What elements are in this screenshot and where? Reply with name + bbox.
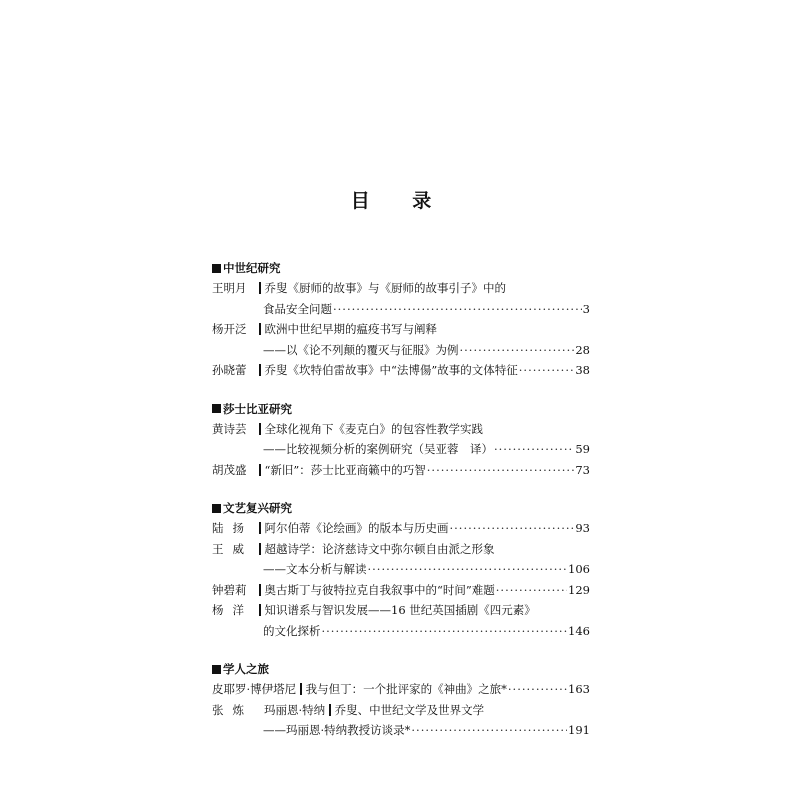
toc-entry[interactable]	[212, 539, 590, 560]
toc-entry-continuation[interactable]	[212, 720, 590, 741]
section-heading-text: 莎士比亚研究	[223, 401, 292, 416]
entry-coauthor: 玛丽恩·特纳	[264, 702, 326, 717]
entry-title-line2: 的文化探析	[263, 623, 321, 638]
entry-author: 王威	[212, 541, 253, 556]
section-heading	[212, 659, 590, 679]
section-heading	[212, 498, 590, 518]
entry-title: “新旧”：莎士比亚商籁中的巧智	[264, 462, 426, 477]
toc-entry[interactable]	[212, 600, 590, 621]
separator-bar	[329, 704, 331, 716]
page-title: 目 录	[350, 190, 450, 212]
entry-title-line2: ——比较视频分析的案例研究（吴亚蓉 译）	[263, 442, 493, 456]
square-bullet-icon	[212, 404, 221, 413]
leader-dots	[460, 340, 575, 361]
toc-entry[interactable]	[212, 460, 590, 481]
entry-title: 超越诗学：论济慈诗文中弥尔顿自由派之形象	[264, 541, 495, 556]
toc-entry[interactable]	[212, 319, 590, 340]
leader-dots	[427, 460, 575, 481]
entry-title-line2: 食品安全问题	[263, 301, 332, 316]
square-bullet-icon	[212, 504, 221, 513]
entry-title: 知识谱系与智识发展——16 世纪英国插剧《四元素》	[264, 603, 536, 617]
square-bullet-icon	[212, 665, 221, 674]
entry-author: 黄诗芸	[212, 421, 247, 436]
toc-entry[interactable]	[212, 679, 590, 700]
toc-entry[interactable]	[212, 278, 590, 299]
entry-title: 乔叟、中世纪文学及世界文学	[334, 702, 485, 717]
toc-entry-continuation[interactable]	[212, 340, 590, 361]
entry-page-number: 3	[582, 301, 590, 316]
leader-dots	[322, 621, 568, 642]
entry-title: 奥古斯丁与彼特拉克自我叙事中的“时间”难题	[264, 582, 495, 597]
separator-bar	[259, 364, 261, 376]
entry-page-number: 191	[568, 723, 590, 737]
entry-page-number: 106	[568, 562, 590, 576]
entry-author: 王明月	[212, 281, 247, 295]
toc-entry-continuation[interactable]	[212, 299, 590, 320]
separator-bar	[300, 683, 302, 695]
square-bullet-icon	[212, 264, 221, 273]
leader-dots	[411, 720, 567, 741]
entry-title: 乔叟《坎特伯雷故事》中“法博偒”故事的文体特征	[264, 363, 518, 377]
section-heading	[212, 258, 590, 278]
section-heading	[212, 399, 590, 419]
separator-bar	[259, 543, 261, 555]
leader-dots	[450, 518, 575, 539]
entry-title-line2: ——玛丽恩·特纳教授访谈录*	[263, 723, 411, 737]
entry-author: 孙晓蕾	[212, 363, 247, 377]
separator-bar	[259, 423, 261, 435]
entry-author: 张炼	[212, 702, 253, 717]
entry-title: 欧洲中世纪早期的瘟疫书写与阐释	[264, 322, 437, 336]
toc-entry[interactable]	[212, 518, 590, 539]
entry-page-number: 93	[575, 521, 590, 535]
separator-bar	[259, 464, 261, 476]
entry-page-number: 38	[575, 363, 590, 377]
entry-title: 阿尔伯蒂《论绘画》的版本与历史画	[264, 521, 449, 535]
entry-author: 杨开泛	[212, 322, 247, 336]
leader-dots	[496, 580, 567, 601]
entry-page-number: 163	[568, 682, 590, 696]
separator-bar	[259, 584, 261, 596]
entry-title: 乔叟《厨师的故事》与《厨师的故事引子》中的	[264, 281, 506, 295]
leader-dots	[519, 360, 575, 381]
toc-entry[interactable]	[212, 700, 590, 721]
leader-dots	[508, 679, 567, 700]
leader-dots	[368, 559, 568, 580]
entry-author: 皮耶罗·博伊塔尼	[212, 682, 297, 696]
entry-page-number: 28	[575, 342, 590, 357]
section-heading-text: 文艺复兴研究	[223, 501, 292, 515]
section-heading-text: 学人之旅	[223, 662, 269, 676]
entry-title: 全球化视角下《麦克白》的包容性教学实践	[264, 421, 483, 436]
entry-author: 胡茂盛	[212, 462, 247, 477]
toc-entry-continuation[interactable]	[212, 621, 590, 642]
entry-title-line2: ——以《论不列颠的覆灭与征服》为例	[263, 342, 459, 357]
separator-bar	[259, 323, 261, 335]
toc-entry-continuation[interactable]	[212, 559, 590, 580]
entry-author: 钟碧莉	[212, 582, 247, 597]
toc-entry[interactable]	[212, 580, 590, 601]
entry-page-number: 59	[575, 442, 590, 456]
entry-page-number: 129	[568, 582, 590, 597]
toc-entry[interactable]	[212, 419, 590, 440]
entry-page-number: 146	[568, 623, 590, 638]
leader-dots	[494, 439, 574, 460]
section-heading-text: 中世纪研究	[223, 261, 281, 275]
table-of-contents	[212, 258, 590, 741]
separator-bar	[259, 522, 261, 534]
separator-bar	[259, 282, 261, 294]
entry-page-number: 73	[575, 462, 590, 477]
entry-author: 杨洋	[212, 603, 253, 617]
toc-entry-continuation[interactable]	[212, 439, 590, 460]
entry-author: 陆扬	[212, 521, 253, 535]
leader-dots	[333, 299, 582, 320]
toc-entry[interactable]	[212, 360, 590, 381]
separator-bar	[259, 604, 261, 616]
entry-title-line2: ——文本分析与解读	[263, 562, 367, 576]
entry-title: 我与但丁：一个批评家的《神曲》之旅*	[305, 682, 507, 696]
